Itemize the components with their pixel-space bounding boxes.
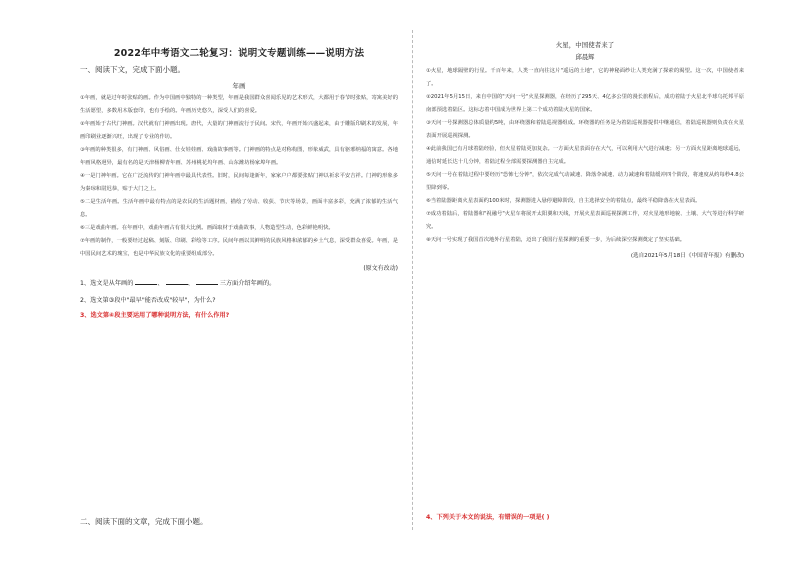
document-title: 2022年中考语文二轮复习：说明文专题训练——说明方法 xyxy=(113,48,365,59)
section-1-heading: 一、阅读下文，完成下面小题。 xyxy=(80,65,185,74)
article-1-para-7: ⑦年画的制作，一般要经过起稿、刻版、印刷、彩绘等工序。民间年画以其鲜明的民族风格和浓郁的乡土气息，深受群众喜爱。年画，是中国民间艺术的瑰宝，也是中华民族文化的重要组成部分。 xyxy=(80,238,398,257)
article-2-title: 火星，中国使者来了 xyxy=(555,41,615,49)
article-2-para-3: ③天问一号探测器总体质量约5吨，由环绕器和着陆巡视器组成。环绕器的任务是为着陆巡视器提供中继通信，着陆巡视器则负责在火星表面开展巡视探测。 xyxy=(426,120,744,139)
article-1-para-6: ⑥三是戏曲年画。在年画中，戏曲年画占有很大比例。画面取材于戏曲故事，人物造型生动，色彩鲜艳明快。 xyxy=(80,225,334,231)
right-column xyxy=(426,40,744,265)
article-2-para-2: ②2021年5月15日，来自中国的"天问一号"火星探测器，在经历了295天、4亿多公里的漫长旅程后，成功着陆于火星北半球乌托邦平原南部预选着陆区。这标志着中国成为世界上第二个成功着陆火星的国家。 xyxy=(426,94,744,113)
answer-blank-1[interactable] xyxy=(135,278,157,285)
article-1-para-2: ②年画始于古代门神画。汉代就有门神画出现。唐代，大量的门神画流行于民间。宋代，年画开始兴盛起来，由于雕版印刷术的发展，年画印刷业逐渐兴旺，出现了专业的作坊。 xyxy=(80,121,398,140)
article-2-para-8: ⑧天问一号实现了我国首次地外行星着陆，迈出了我国行星探测的重要一步，为后续深空探测奠定了坚实基础。 xyxy=(426,237,686,243)
article-2-para-4: ④此前我国已有月球着陆经验，但火星着陆更加复杂。一方面火星表面存在大气，可以利用大气进行减速；另一方面火星距离地球遥远，通信时延长达十几分钟，着陆过程全部需要探测器自主完成。 xyxy=(426,146,744,165)
column-divider xyxy=(412,30,414,530)
answer-blank-2[interactable] xyxy=(166,278,188,285)
article-1-source: (原文有改动) xyxy=(363,265,398,272)
article-2-para-6: ⑥当着陆器距离火星表面约100米时，探测器进入悬停避障阶段，自主选择安全的着陆点，最终平稳降落在火星表面。 xyxy=(426,198,701,204)
article-2-author: 邱晨辉 xyxy=(575,54,595,61)
article-2-para-5: ⑤天问一号在着陆过程中要经历"恐怖七分钟"，依次完成气动减速、降落伞减速、动力减速和着陆缓冲四个阶段，将速度从约每秒4.8公里降到零。 xyxy=(426,172,744,191)
question-2: 2、选文第③段中"最早"能否改成"较早"，为什么? xyxy=(80,297,216,304)
question-1-prefix: 1、选文是从年画的 xyxy=(80,280,134,287)
article-1-para-3: ③年画的种类很多，有门神画、风俗画、仕女娃娃画、戏曲故事画等。门神画的特点是对称构图，形象威武，具有驱邪纳福的寓意。各地年画风格迥异，最有名的是天津杨柳青年画、苏州桃花坞年画、山东潍坊杨家埠年画。 xyxy=(80,147,398,166)
article-1-para-4: ④一是门神年画。它在广泛流传的门神年画中最具代表性。旧时，民间每逢新年，家家户户都要张贴门神以祈求平安吉祥。门神的形象多为秦琼和尉迟恭，贴于大门之上。 xyxy=(80,173,398,192)
question-1: 1、选文是从年画的 、 、 三方面介绍年画的。 xyxy=(80,280,276,287)
article-1-title: 年画 xyxy=(232,82,246,90)
article-1-para-1: ①年画，就是过年时张贴的画。作为中国画中独特的一种类型，年画是我国群众喜闻乐见的艺术形式，大都用于春节时张贴，寄寓美好的生活愿望，多数用木版套印，也有手绘的。年画历史悠久，深受人们的喜爱。 xyxy=(80,95,398,114)
article-2-para-1: ①火星，地球隔壁的行星。千百年来，人类一直向往这片"遥远的土地"，它的神秘面纱让人类充满了探索的渴望。这一次，中国使者来了。 xyxy=(426,68,744,87)
question-4: 4、下列关于本文的说法，有错误的一项是( ) xyxy=(426,514,550,521)
answer-blank-3[interactable] xyxy=(196,278,218,285)
article-2-para-7: ⑦成功着陆后，着陆器和"祝融号"火星车将展开太阳翼和天线，开展火星表面巡视探测工作，对火星地形地貌、土壤、大气等进行科学研究。 xyxy=(426,211,744,230)
left-column xyxy=(80,64,398,319)
section-2-heading: 二、阅读下面的文章，完成下面小题。 xyxy=(80,517,208,526)
article-2-source: (选自2021年5月18日《中国青年报》有删改) xyxy=(630,253,744,259)
question-3: 3、选文第④段主要运用了哪种说明方法，有什么作用? xyxy=(80,312,230,319)
question-1-suffix: 三方面介绍年画的。 xyxy=(219,280,276,287)
article-1-para-5: ⑤二是生活年画。生活年画中最有特点的是农民的生活题材画，描绘了劳动、收获、节庆等场景，画面丰富多彩，充满了浓郁的生活气息。 xyxy=(80,199,398,218)
